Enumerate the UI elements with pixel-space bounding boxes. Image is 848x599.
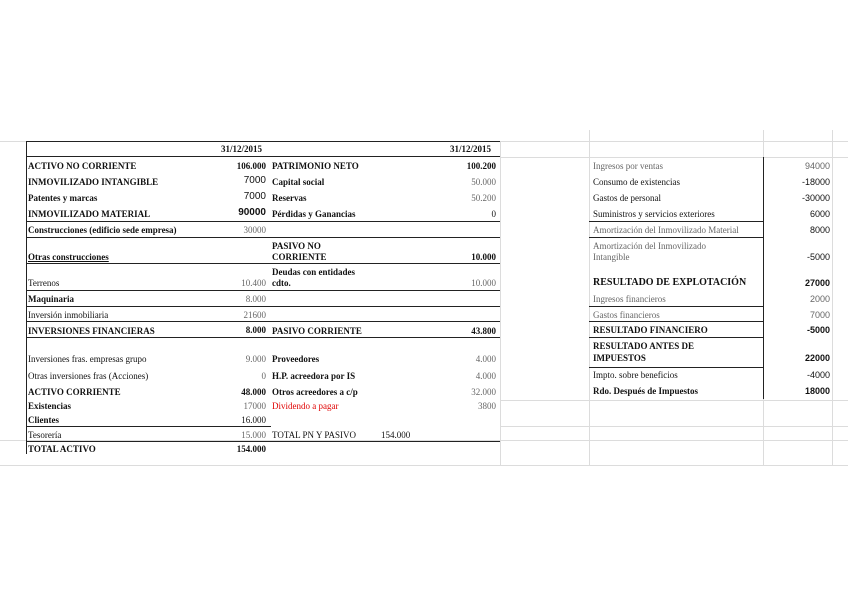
liability-label: Deudas con entidades: [272, 267, 356, 277]
result-label: Consumo de existencias: [593, 177, 680, 187]
liability-label: Pérdidas y Ganancias: [272, 209, 356, 219]
table-border: [26, 156, 500, 157]
asset-label: Tesorería: [28, 430, 62, 440]
asset-value: 10.400: [241, 278, 266, 288]
table-border: [26, 290, 500, 291]
result-value: 7000: [809, 310, 830, 320]
liability-label: Dividendo a pagar: [272, 401, 339, 411]
asset-label: TOTAL ACTIVO: [28, 444, 96, 454]
asset-value: 30000: [243, 225, 266, 235]
asset-label: INMOVILIZADO INTANGIBLE: [28, 177, 159, 187]
grid-line: [0, 465, 848, 466]
result-value: 27000: [804, 278, 830, 288]
table-border: [26, 221, 500, 222]
grid-line: [832, 130, 833, 466]
result-value: 22000: [804, 353, 830, 363]
table-border: [26, 263, 500, 264]
result-value: -30000: [801, 193, 830, 203]
table-border: [26, 441, 500, 442]
liability-value: 50.000: [471, 177, 496, 187]
asset-value: 9.000: [245, 354, 266, 364]
asset-label: ACTIVO CORRIENTE: [28, 387, 121, 397]
result-value: -5000: [806, 325, 830, 335]
liability-label: PASIVO NO: [272, 241, 321, 251]
liability-value: 43.800: [471, 326, 496, 336]
liability-value: 4.000: [475, 354, 496, 364]
results-border: [589, 367, 764, 368]
liability-value: 10.000: [471, 252, 496, 262]
asset-value: 8.000: [245, 294, 266, 304]
liability-value: 50.200: [471, 193, 496, 203]
result-label: Rdo. Después de Impuestos: [593, 386, 699, 396]
result-label: Ingresos por ventas: [593, 161, 663, 171]
liability-label: TOTAL PN Y PASIVO: [272, 430, 357, 440]
asset-label: Otras inversiones fras (Acciones): [28, 371, 149, 381]
asset-label: INVERSIONES FINANCIERAS: [28, 326, 155, 336]
table-border: [26, 306, 500, 307]
liability-label: Proveedores: [272, 354, 320, 364]
result-value: 2000: [809, 294, 830, 304]
asset-value: 0: [261, 371, 266, 381]
result-label: RESULTADO FINANCIERO: [593, 325, 708, 335]
grid-line: [500, 400, 848, 401]
result-label: RESULTADO DE EXPLOTACIÓN: [593, 277, 747, 288]
asset-value: 8.000: [245, 325, 266, 335]
liability-value: 0: [491, 209, 496, 219]
liability-value: 32.000: [471, 387, 496, 397]
results-border: [589, 306, 764, 307]
result-label: Gastos de personal: [593, 193, 661, 203]
asset-label: Inversiones fras. empresas grupo: [28, 354, 147, 364]
header-date-right: 31/12/2015: [450, 144, 492, 154]
table-border: [26, 237, 500, 238]
asset-value: 16.000: [241, 415, 266, 425]
liability-value: 100.200: [466, 161, 496, 171]
liability-label: H.P. acreedora por IS: [272, 371, 356, 381]
result-label: Amortización del Inmovilizado Material: [593, 225, 739, 235]
table-border-left: [26, 141, 27, 454]
result-label: Gastos financieros: [593, 310, 660, 320]
results-border: [763, 157, 764, 399]
grid-line: [500, 141, 501, 466]
asset-value: 106.000: [236, 161, 266, 171]
liability-label: PATRIMONIO NETO: [272, 161, 359, 171]
result-label: Impto. sobre beneficios: [593, 370, 678, 380]
grid-line: [500, 157, 848, 158]
asset-label: Maquinaria: [28, 294, 75, 304]
results-border: [589, 221, 764, 222]
asset-label: Inversión inmobiliaria: [28, 310, 109, 320]
asset-value: 90000: [238, 207, 266, 218]
asset-label: Otras construcciones: [28, 252, 109, 262]
asset-value: 21600: [243, 310, 266, 320]
asset-label: Construcciones (edificio sede empresa): [28, 225, 177, 235]
liability-label-line2: cdto.: [272, 278, 291, 288]
results-border: [589, 337, 764, 338]
result-value: 6000: [809, 209, 830, 219]
header-date-left: 31/12/2015: [221, 144, 263, 154]
table-border: [26, 337, 500, 338]
liability-label: PASIVO CORRIENTE: [272, 326, 362, 336]
asset-value: 17000: [243, 401, 266, 411]
asset-label: Clientes: [28, 415, 59, 425]
asset-label: Patentes y marcas: [28, 193, 98, 203]
result-value: 94000: [804, 161, 830, 171]
table-border-top: [26, 141, 500, 142]
grid-line: [500, 426, 848, 427]
result-value: 18000: [804, 386, 830, 396]
results-border: [589, 237, 764, 238]
result-value: -18000: [801, 177, 830, 187]
asset-label: ACTIVO NO CORRIENTE: [28, 161, 137, 171]
liability-label: Otros acreedores a c/p: [272, 387, 358, 397]
result-label: Ingresos financieros: [593, 294, 666, 304]
results-border: [589, 321, 764, 322]
liability-label: Reservas: [272, 193, 307, 203]
asset-label: Existencias: [28, 401, 72, 411]
asset-value: 7000: [243, 191, 266, 202]
asset-value: 48.000: [241, 387, 266, 397]
asset-label: Terrenos: [28, 278, 60, 288]
result-label-line2: IMPUESTOS: [593, 353, 646, 363]
result-value: -5000: [806, 252, 830, 262]
liability-label-line2: CORRIENTE: [272, 252, 327, 262]
liability-label: Capital social: [272, 177, 325, 187]
asset-value: 15.000: [241, 430, 266, 440]
grid-line: [589, 130, 590, 466]
result-label: Suministros y servicios exteriores: [593, 209, 715, 219]
asset-value: 154.000: [236, 444, 266, 454]
result-label: Amortización del Inmovilizado: [593, 241, 706, 251]
result-value: 8000: [809, 225, 830, 235]
liability-value: 4.000: [475, 371, 496, 381]
asset-label: INMOVILIZADO MATERIAL: [28, 209, 151, 219]
liability-value: 154.000: [381, 430, 411, 440]
liability-value: 10.000: [471, 278, 496, 288]
table-border: [26, 321, 500, 322]
table-border: [26, 426, 271, 427]
asset-value: 7000: [243, 175, 266, 186]
result-label: RESULTADO ANTES DE: [593, 341, 695, 351]
result-value: -4000: [806, 370, 830, 380]
liability-value: 3800: [478, 401, 496, 411]
result-label-line2: Intangible: [593, 252, 630, 262]
